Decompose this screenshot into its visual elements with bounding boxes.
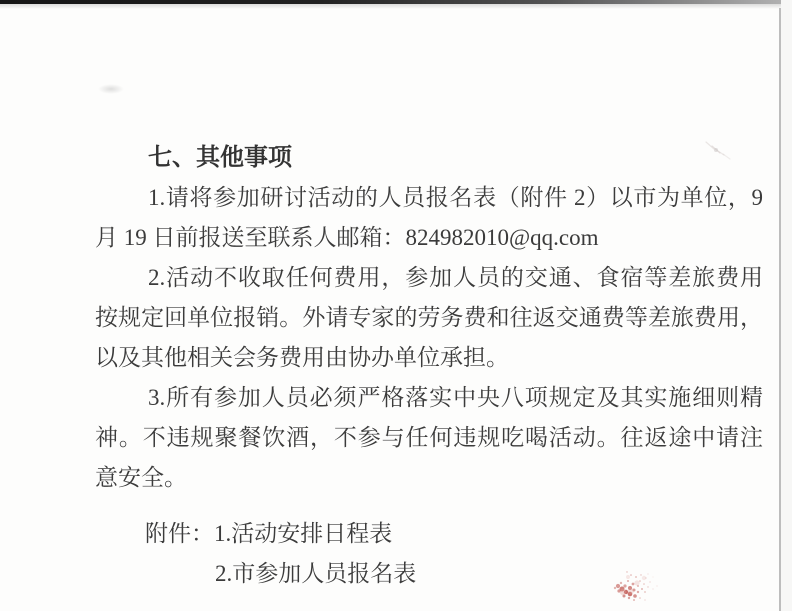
paragraph-3-line-1: 3.所有参加人员必须严格落实中央八项规定及其实施细则精 xyxy=(148,385,763,410)
paragraph-1-line-1: 1.请将参加研讨活动的人员报名表（附件 2）以市为单位，9 xyxy=(148,185,763,210)
paragraph-3-line-2: 神。不违规聚餐饮酒，不参与任何违规吃喝活动。往返途中请注 xyxy=(95,425,763,450)
red-stamp-fragment xyxy=(600,556,674,608)
paragraph-2-line-1: 2.活动不收取任何费用，参加人员的交通、食宿等差旅费用 xyxy=(148,265,763,290)
document-body xyxy=(95,138,763,594)
attachment-list-line-1: 附件：1.活动安排日程表 xyxy=(145,521,393,546)
paragraph-2-line-3: 以及其他相关会务费用由协办单位承担。 xyxy=(95,345,509,370)
section-heading: 七、其他事项 xyxy=(148,144,292,171)
scan-top-edge-shadow xyxy=(0,4,792,9)
paragraph-3-line-3: 意安全。 xyxy=(95,465,187,490)
scan-right-margin xyxy=(781,0,792,611)
scan-smudge xyxy=(98,84,124,94)
attachment-list-line-2: 2.市参加人员报名表 xyxy=(215,561,417,586)
paragraph-1-line-2: 月 19 日前报送至联系人邮箱：824982010@qq.com xyxy=(95,225,599,250)
paragraph-2-line-2: 按规定回单位报销。外请专家的劳务费和往返交通费等差旅费用， xyxy=(95,305,763,330)
